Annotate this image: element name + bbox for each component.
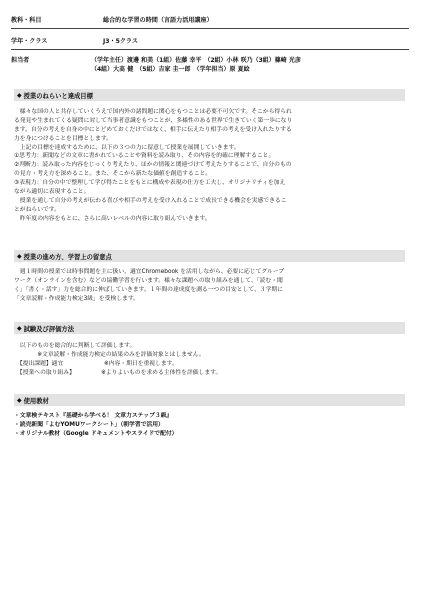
section-materials-header: [14, 394, 405, 406]
paragraph-line: ①思考力：新聞などの文章に書かれていることや資料を読み取り、その内容を的確に理解すること。: [14, 153, 275, 160]
paragraph-line: ます。自分の考えを自身の中にとどめておくだけではなく、相手に伝えたり相手の考えを受け入れたりする: [14, 126, 292, 133]
section-goals-title: 授業のねらいと達成目標: [23, 92, 93, 100]
list-item: ・読売新聞「よむYOMUワークシート」（朝学習で活用）: [14, 421, 164, 428]
paragraph-line: く」「書く・話す」力を総合的に伸ばしていきます。１年間の達成度を測る一つの目安として、３学期に: [14, 286, 283, 293]
section-goals-header: [14, 89, 405, 101]
subject-value: 総合的な学習の時間（言語力活用講座）: [103, 17, 213, 24]
section-evaluation-body: [14, 342, 406, 378]
subject-row: [11, 18, 213, 24]
diamond-icon: ◆: [17, 324, 22, 332]
teacher-line-2: （4組）大髙 健 （5組）吉家 圭一郎 （学年担当）原 夏絵: [91, 66, 250, 73]
section-method-title: 授業の進め方、学習上の留意点: [23, 253, 112, 261]
teacher-row: [11, 58, 103, 64]
section-evaluation-title: 試験及び評価方法: [23, 325, 74, 333]
section-method-header: [14, 250, 405, 262]
paragraph-line: とがねらいです。: [14, 206, 60, 213]
paragraph-line: ワーク（オンラインを含む）などの協働学習を行います。様々な課題への取り組みを通して、「読む・聞: [14, 277, 283, 284]
teacher-label: 担当者: [11, 57, 30, 64]
teacher-line-1: （学年主任）渡邊 和美（1組）佐藤 幸平 （2組）小林 咲乃（3組）篠崎 光彦: [91, 57, 301, 64]
paragraph-line: 【授業への取り組み】 ※よりよいものを求める主体性を評価します。: [14, 369, 222, 376]
section-materials-body: [14, 412, 406, 439]
paragraph-line: ③表現力：自分の中で整理して学び得たことをもとに構成や表現の仕方を工夫し、オリジナリティを加え: [14, 180, 286, 187]
paragraph-line: の見方・考え方を深めること。また、そこから新たな価値を創造すること。: [14, 171, 212, 178]
paragraph-line: 授業を通して自分の考えが伝わる喜びや相手の考えを受け入れることで成長できる機会を実感できるこ: [14, 197, 287, 204]
paragraph-line: 力を身につけることを目標とします。: [14, 135, 112, 142]
class-row: [11, 39, 138, 45]
paragraph-line: ②判断力：読み取った内容をじっくり考えたり、ほかの情報と関連づけて考えたりすることで、自分のもの: [14, 162, 292, 169]
class-value: J3・5クラス: [103, 38, 138, 45]
section-materials-title: 使用教材: [23, 397, 49, 405]
header-divider-2: [11, 49, 409, 50]
diamond-icon: ◆: [17, 91, 22, 99]
paragraph-line: る発見や生まれてくる疑問に対して当事者意識をもつことが、多様性のある世界で生きていく第一歩になり: [14, 117, 293, 124]
section-evaluation-header: [14, 322, 405, 334]
paragraph-line: 昨年度の内容をもとに、さらに高いレベルの内容に取り組んでいきます。: [14, 215, 211, 222]
paragraph-line: 上記の目標を達成するために、以下の３つの力に留意して授業を展開していきます。: [14, 144, 240, 151]
section-goals-body: [14, 108, 406, 224]
paragraph-line: ※文章読解・作成能力検定の結果のみを評価対象とはしません。: [14, 351, 205, 358]
diamond-icon: ◆: [17, 252, 22, 260]
paragraph-line: ながら適切に表現すること。: [14, 189, 90, 196]
header-divider-1: [11, 28, 409, 29]
diamond-icon: ◆: [17, 396, 22, 404]
section-method-body: [14, 268, 406, 304]
subject-label: 教科・科目: [11, 17, 42, 24]
list-item: ・オリジナル教材（Google ドキュメントやスライドで配付）: [14, 430, 178, 437]
paragraph-line: 【提出課題】適宜 ※内容・期日を重視します。: [14, 360, 178, 367]
class-label: 学年・クラス: [11, 38, 48, 45]
list-item: ・文章検テキスト『基礎から学べる！ 文章力ステップ３級』: [14, 413, 173, 419]
paragraph-line: 以下のものを総合的に判断して評価します。: [14, 343, 136, 349]
paragraph-line: 週１時間の授業では時事問題を主に扱い、適宜Chromebook を活用しながら、必要に応じてグループ: [14, 269, 285, 275]
paragraph-line: 「文章読解・作成能力検定3級」を受検します。: [14, 295, 139, 302]
paragraph-line: 様々な国の人と共存していくうえで国内外の諸問題に関心をもつことは必要不可欠です。そこから得られ: [14, 109, 292, 115]
